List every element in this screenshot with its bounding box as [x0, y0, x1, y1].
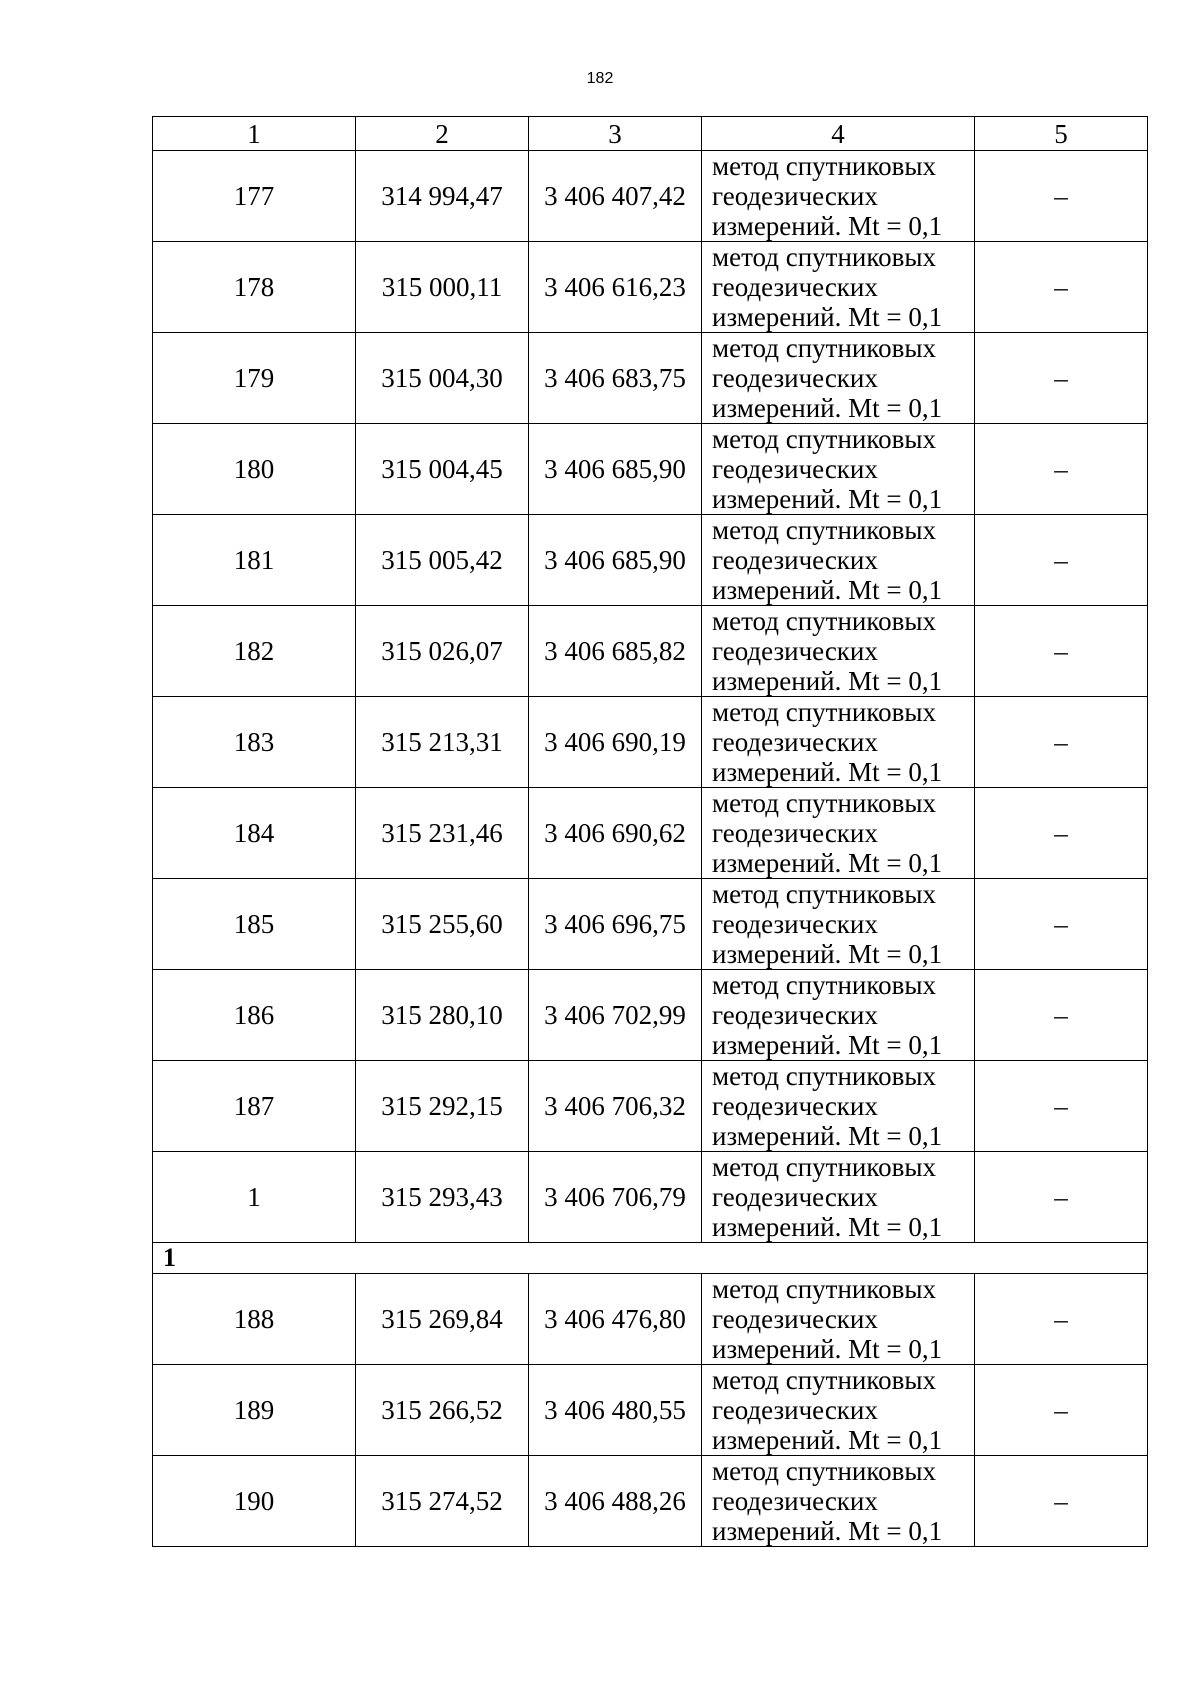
method-line: метод спутниковых	[712, 515, 936, 545]
method-line: геодезических	[712, 454, 878, 484]
y-coordinate-cell: 3 406 696,75	[529, 879, 702, 970]
method-line: метод спутниковых	[712, 1061, 936, 1091]
y-coordinate-cell: 3 406 476,80	[529, 1274, 702, 1365]
method-line: геодезических	[712, 727, 878, 757]
table-row	[153, 242, 1148, 333]
y-coordinate-cell: 3 406 690,19	[529, 697, 702, 788]
note-cell: –	[975, 879, 1148, 970]
method-cell	[702, 606, 975, 697]
method-line: геодезических	[712, 1304, 878, 1334]
method-line: метод спутниковых	[712, 242, 936, 272]
table-row	[153, 1152, 1148, 1243]
x-coordinate-cell: 315 255,60	[356, 879, 529, 970]
method-line: геодезических	[712, 1091, 878, 1121]
method-cell	[702, 333, 975, 424]
note-cell: –	[975, 697, 1148, 788]
point-number-cell: 186	[153, 970, 356, 1061]
y-coordinate-cell: 3 406 683,75	[529, 333, 702, 424]
x-coordinate-cell: 315 004,30	[356, 333, 529, 424]
note-cell: –	[975, 515, 1148, 606]
point-number-cell: 184	[153, 788, 356, 879]
point-number-cell: 178	[153, 242, 356, 333]
point-number-cell: 179	[153, 333, 356, 424]
method-line: геодезических	[712, 818, 878, 848]
point-number-cell: 1	[153, 1152, 356, 1243]
note-cell: –	[975, 1365, 1148, 1456]
note-cell: –	[975, 788, 1148, 879]
method-line: измерений. Mt = 0,1	[712, 939, 943, 969]
method-line: измерений. Mt = 0,1	[712, 1425, 943, 1455]
point-number-cell: 182	[153, 606, 356, 697]
table-row	[153, 1365, 1148, 1456]
table-row	[153, 1061, 1148, 1152]
table-row	[153, 788, 1148, 879]
x-coordinate-cell: 315 213,31	[356, 697, 529, 788]
method-line: метод спутниковых	[712, 970, 936, 1000]
point-number-cell: 185	[153, 879, 356, 970]
method-cell	[702, 424, 975, 515]
y-coordinate-cell: 3 406 488,26	[529, 1456, 702, 1547]
x-coordinate-cell: 315 280,10	[356, 970, 529, 1061]
method-line: измерений. Mt = 0,1	[712, 757, 943, 787]
method-line: геодезических	[712, 1182, 878, 1212]
method-cell	[702, 1152, 975, 1243]
method-line: геодезических	[712, 1486, 878, 1516]
method-line: измерений. Mt = 0,1	[712, 211, 943, 241]
note-cell: –	[975, 242, 1148, 333]
method-line: измерений. Mt = 0,1	[712, 302, 943, 332]
y-coordinate-cell: 3 406 407,42	[529, 151, 702, 242]
table-row	[153, 151, 1148, 242]
method-line: метод спутниковых	[712, 1274, 936, 1304]
table-row	[153, 697, 1148, 788]
method-line: метод спутниковых	[712, 333, 936, 363]
method-line: геодезических	[712, 1000, 878, 1030]
method-line: измерений. Mt = 0,1	[712, 1334, 943, 1364]
section-row	[153, 1243, 1148, 1274]
x-coordinate-cell: 315 292,15	[356, 1061, 529, 1152]
method-line: измерений. Mt = 0,1	[712, 393, 943, 423]
y-coordinate-cell: 3 406 685,90	[529, 424, 702, 515]
table-row	[153, 606, 1148, 697]
coordinates-table	[152, 116, 1148, 1547]
x-coordinate-cell: 315 293,43	[356, 1152, 529, 1243]
table-row	[153, 515, 1148, 606]
method-line: метод спутниковых	[712, 1456, 936, 1486]
method-line: измерений. Mt = 0,1	[712, 848, 943, 878]
method-cell	[702, 515, 975, 606]
column-header: 5	[975, 117, 1148, 151]
x-coordinate-cell: 314 994,47	[356, 151, 529, 242]
note-cell: –	[975, 970, 1148, 1061]
method-cell	[702, 788, 975, 879]
method-line: измерений. Mt = 0,1	[712, 666, 943, 696]
method-line: метод спутниковых	[712, 606, 936, 636]
method-cell	[702, 697, 975, 788]
method-line: геодезических	[712, 636, 878, 666]
column-header: 2	[356, 117, 529, 151]
note-cell: –	[975, 606, 1148, 697]
method-line: геодезических	[712, 1395, 878, 1425]
section-label: 1	[153, 1243, 1148, 1274]
method-line: геодезических	[712, 272, 878, 302]
point-number-cell: 183	[153, 697, 356, 788]
page-number: 182	[586, 70, 614, 87]
x-coordinate-cell: 315 231,46	[356, 788, 529, 879]
column-header: 4	[702, 117, 975, 151]
point-number-cell: 187	[153, 1061, 356, 1152]
table-row	[153, 1456, 1148, 1547]
method-line: метод спутниковых	[712, 697, 936, 727]
method-line: измерений. Mt = 0,1	[712, 575, 943, 605]
method-cell	[702, 1274, 975, 1365]
method-line: геодезических	[712, 363, 878, 393]
method-line: измерений. Mt = 0,1	[712, 1212, 943, 1242]
method-line: метод спутниковых	[712, 788, 936, 818]
x-coordinate-cell: 315 000,11	[356, 242, 529, 333]
point-number-cell: 188	[153, 1274, 356, 1365]
method-line: геодезических	[712, 181, 878, 211]
method-cell	[702, 879, 975, 970]
x-coordinate-cell: 315 274,52	[356, 1456, 529, 1547]
y-coordinate-cell: 3 406 480,55	[529, 1365, 702, 1456]
method-line: метод спутниковых	[712, 151, 936, 181]
method-line: геодезических	[712, 545, 878, 575]
method-line: метод спутниковых	[712, 424, 936, 454]
y-coordinate-cell: 3 406 616,23	[529, 242, 702, 333]
column-header: 3	[529, 117, 702, 151]
note-cell: –	[975, 1152, 1148, 1243]
method-line: измерений. Mt = 0,1	[712, 1516, 943, 1546]
point-number-cell: 190	[153, 1456, 356, 1547]
method-cell	[702, 1061, 975, 1152]
method-line: измерений. Mt = 0,1	[712, 484, 943, 514]
point-number-cell: 181	[153, 515, 356, 606]
point-number-cell: 180	[153, 424, 356, 515]
point-number-cell: 189	[153, 1365, 356, 1456]
y-coordinate-cell: 3 406 706,32	[529, 1061, 702, 1152]
note-cell: –	[975, 1456, 1148, 1547]
x-coordinate-cell: 315 266,52	[356, 1365, 529, 1456]
y-coordinate-cell: 3 406 685,82	[529, 606, 702, 697]
method-line: метод спутниковых	[712, 1365, 936, 1395]
method-line: метод спутниковых	[712, 1152, 936, 1182]
method-line: измерений. Mt = 0,1	[712, 1121, 943, 1151]
note-cell: –	[975, 424, 1148, 515]
note-cell: –	[975, 1061, 1148, 1152]
y-coordinate-cell: 3 406 706,79	[529, 1152, 702, 1243]
x-coordinate-cell: 315 269,84	[356, 1274, 529, 1365]
method-line: измерений. Mt = 0,1	[712, 1030, 943, 1060]
table-row	[153, 879, 1148, 970]
x-coordinate-cell: 315 026,07	[356, 606, 529, 697]
note-cell: –	[975, 151, 1148, 242]
table-row	[153, 970, 1148, 1061]
method-cell	[702, 970, 975, 1061]
method-line: метод спутниковых	[712, 879, 936, 909]
column-header: 1	[153, 117, 356, 151]
x-coordinate-cell: 315 004,45	[356, 424, 529, 515]
y-coordinate-cell: 3 406 690,62	[529, 788, 702, 879]
table-row	[153, 1274, 1148, 1365]
point-number-cell: 177	[153, 151, 356, 242]
y-coordinate-cell: 3 406 685,90	[529, 515, 702, 606]
note-cell: –	[975, 1274, 1148, 1365]
method-cell	[702, 1456, 975, 1547]
x-coordinate-cell: 315 005,42	[356, 515, 529, 606]
table-header-row	[153, 117, 1148, 151]
note-cell: –	[975, 333, 1148, 424]
table-row	[153, 424, 1148, 515]
y-coordinate-cell: 3 406 702,99	[529, 970, 702, 1061]
table-row	[153, 333, 1148, 424]
method-cell	[702, 151, 975, 242]
method-cell	[702, 1365, 975, 1456]
method-cell	[702, 242, 975, 333]
method-line: геодезических	[712, 909, 878, 939]
